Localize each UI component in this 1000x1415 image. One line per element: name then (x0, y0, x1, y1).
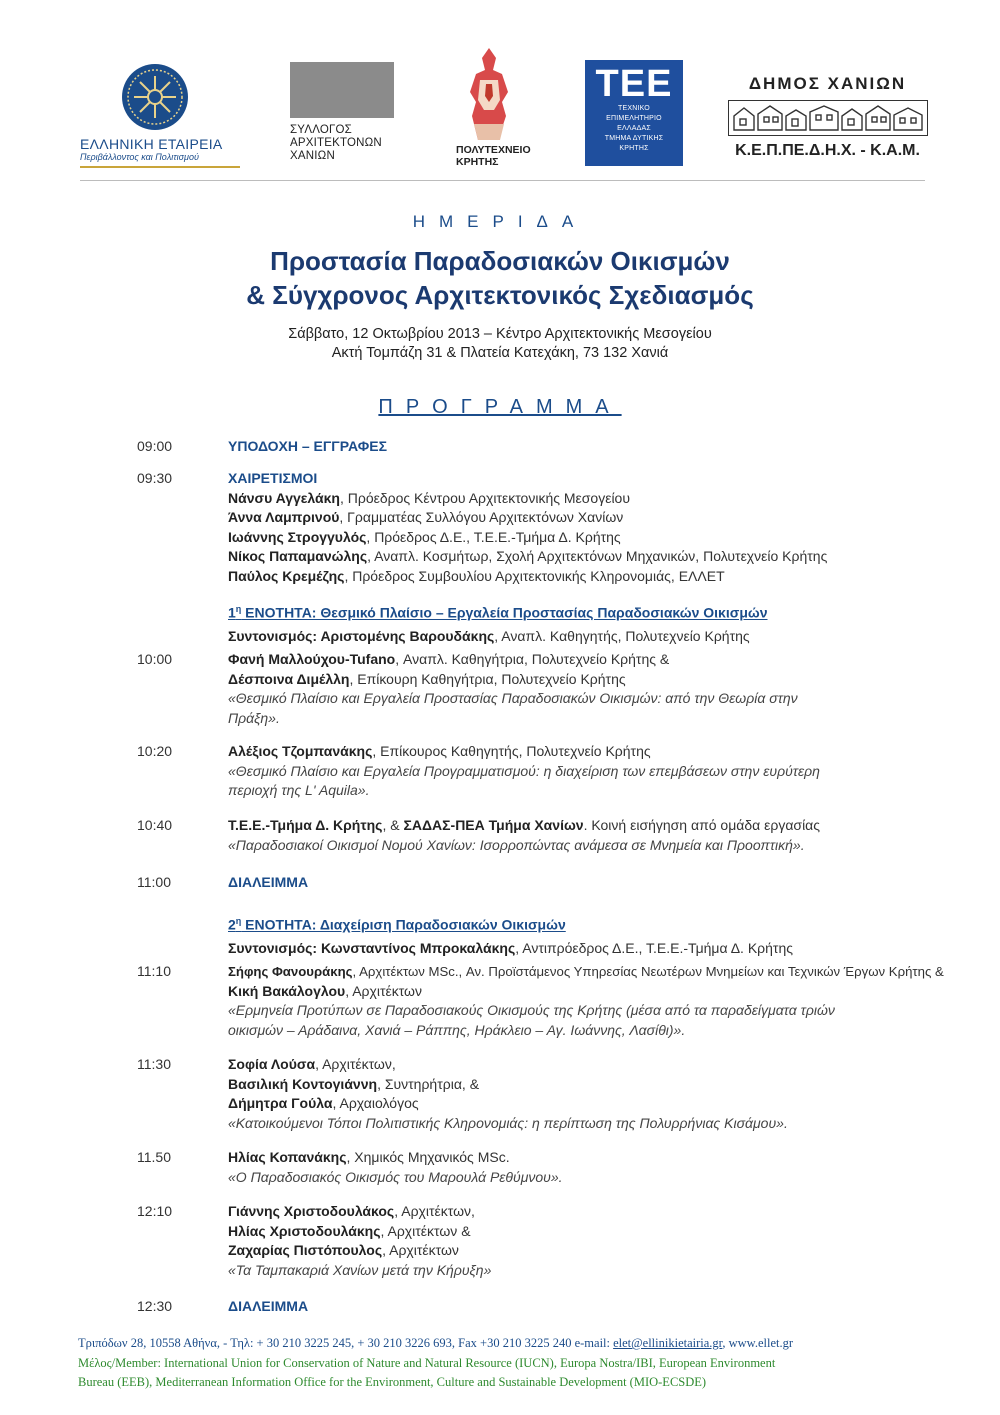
speaker-line: Νίκος Παπαμανώλης, Αναπλ. Κοσμήτωρ, Σχολή Αρχιτεκτόνων Μηχανικών, Πολυτεχνείο Κρήτης (228, 548, 828, 564)
entry-heading: ΔΙΑΛΕΙΜΜΑ (228, 874, 309, 890)
speaker-line: Κική Βακάλογλου, Αρχιτέκτων (228, 982, 422, 999)
entry-heading: ΔΙΑΛΕΙΜΜΑ (228, 1298, 309, 1314)
talk-title: «Τα Ταμπακαριά Χανίων μετά την Κήρυξη» (228, 1261, 492, 1278)
speaker-line: Άννα Λαμπρινού, Γραμματέας Συλλόγου Αρχιτεκτόνων Χανίων (228, 509, 624, 525)
talk-title: «Θεσμικό Πλαίσιο και Εργαλεία Προστασίας Παραδοσιακών Οικισμών: από την Θεωρία στην (228, 690, 798, 706)
entry-heading: ΥΠΟΔΟΧΗ – ΕΓΓΡΑΦΕΣ (228, 438, 387, 454)
footer-website: , www.ellet.gr (722, 1336, 794, 1350)
footer-membership-cont: Bureau (EEB), Mediterranean Information Office for the Environment, Culture and Sustainable Development (MIO-ECSDE) (78, 1375, 707, 1389)
minotaur-emblem-icon (456, 44, 522, 144)
entry-time: 10:20 (137, 743, 173, 759)
footer-email-link[interactable]: elet@ellinikietairia.gr (613, 1336, 723, 1350)
date-venue-line: Σάββατο, 12 Οκτωβρίου 2013 – Κέντρο Αρχιτεκτονικής Μεσογείου (288, 326, 712, 342)
architects-logo (290, 62, 400, 163)
event-type: ΗΜΕΡΙΔΑ (412, 212, 588, 231)
talk-title: «Κατοικούμενοι Τόποι Πολιτιστικής Κληρονομιάς: η περίπτωση της Πολυρρήνιας Κισάμου». (228, 1114, 788, 1131)
speaker-line: Σοφία Λούσα, Αρχιτέκτων, (228, 1056, 396, 1072)
dimos-logo-title: ΔΗΜΟΣ ΧΑΝΙΩΝ (748, 74, 907, 93)
entry-time: 12:10 (137, 1203, 173, 1219)
speaker-line: Παύλος Κρεμέζης, Πρόεδρος Συμβουλίου Αρχιτεκτονικής Κληρονομιάς, ΕΛΛΕΤ (228, 567, 725, 584)
section-coordinator: Συντονισμός: Κωνσταντίνος Μπροκαλάκης, Αντιπρόεδρος Δ.Ε., Τ.Ε.Ε.-Τμήμα Δ. Κρήτης (228, 940, 793, 957)
speaker-line: Ιωάννης Στρογγυλός, Πρόεδρος Δ.Ε., Τ.Ε.Ε.-Τμήμα Δ. Κρήτης (228, 528, 621, 545)
title-line-2: & Σύγχρονος Αρχιτεκτονικός Σχεδιασμός (246, 280, 754, 310)
tee-logo-text: ΤΕΧΝΙΚΟ ΕΠΙΜΕΛΗΤΗΡΙΟ ΕΛΛΑΔΑΣ ΤΜΗΜΑ ΔΥΤΙΚΗΣ ΚΡΗΤΗΣ (604, 105, 664, 152)
entry-time: 12:30 (137, 1298, 173, 1314)
footer-contact: Τριπόδων 28, 10558 Αθήνα, - Τηλ: + 30 210 3225 245, + 30 210 3226 693, Fax +30 210 3225 240 e-mail: elet@ellinikietairia.gr, www.ellet.gr (78, 1336, 794, 1350)
ellet-emblem-icon (120, 62, 190, 132)
ellet-name: ΕΛΛΗΝΙΚΗ ΕΤΑΙΡΕΙΑ (80, 136, 223, 152)
architects-logo-block (290, 62, 394, 118)
talk-title-cont: περιοχή της L' Aquila». (228, 782, 370, 798)
talk-title: «Θεσμικό Πλαίσιο και Εργαλεία Προγραμματισμού: η διαχείριση των επεμβάσεων στην ευρύτερη (228, 762, 820, 779)
speaker-line: Αλέξιος Τζομπανάκης, Επίκουρος Καθηγητής, Πολυτεχνείο Κρήτης (228, 743, 651, 759)
speaker-line: Δέσποινα Διμέλλη, Επίκουρη Καθηγήτρια, Πολυτεχνείο Κρήτης (228, 670, 626, 687)
polytechnic-logo (452, 44, 552, 168)
talk-title: «Ο Παραδοσιακός Οικισμός του Μαρουλά Ρεθύμνου». (228, 1168, 563, 1185)
houses-icon (728, 100, 928, 136)
speaker-line: Τ.Ε.Ε.-Τμήμα Δ. Κρήτης, & ΣΑΔΑΣ-ΠΕΑ Τμήμα Χανίων. Κοινή εισήγηση από ομάδα εργασίας (228, 817, 821, 833)
speaker-line: Σήφης Φανουράκης, Αρχιτέκτων MSc., Αν. Προϊστάμενος Υπηρεσίας Νεωτέρων Μνημείων και Τεχνικών Έργων Κρήτης & (228, 964, 944, 979)
section-title: $2^\eta$ ΕΝΟΤΗΤΑ: Διαχείριση Παραδοσιακών Οικισμών (228, 916, 566, 933)
program-heading: ΠΡΟΓΡΑΜΜΑ (378, 396, 622, 418)
entry-time: 10:00 (137, 651, 173, 667)
entry-time: 11:10 (137, 963, 171, 979)
speaker-line: Γιάννης Χριστοδουλάκος, Αρχιτέκτων, (228, 1203, 475, 1219)
polytechnic-logo-text: ΠΟΛΥΤΕΧΝΕΙΟ ΚΡΗΤΗΣ (456, 144, 531, 168)
dimos-logo (725, 74, 930, 160)
ellet-logo (80, 62, 240, 168)
speaker-line: Φανή Μαλλούχου-Tufano, Αναπλ. Καθηγήτρια, Πολυτεχνείο Κρήτης & (228, 651, 670, 667)
footer-membership: Μέλος/Member: International Union for Conservation of Nature and Natural Resource (IUCN), Europa Nostra/IBI, European Environment (78, 1356, 776, 1370)
speaker-line: Ηλίας Χριστοδουλάκης, Αρχιτέκτων & (228, 1222, 471, 1239)
section-title: $1^\eta$ ΕΝΟΤΗΤΑ: Θεσμικό Πλαίσιο – Εργαλεία Προστασίας Παραδοσιακών Οικισμών (228, 604, 768, 621)
tee-logo (585, 60, 683, 166)
talk-title: «Παραδοσιακοί Οικισμοί Νομού Χανίων: Ισορροπώντας ανάμεσα σε Μνημεία και Προοπτική». (228, 836, 805, 853)
speaker-line: Δήμητρα Γούλα, Αρχαιολόγος (228, 1095, 419, 1111)
header-divider (80, 180, 925, 181)
tee-logo-abbrev: TEE (595, 63, 673, 105)
entry-heading: ΧΑΙΡΕΤΙΣΜΟΙ (228, 470, 318, 486)
ellet-tagline: Περιβάλλοντος και Πολιτισμού (80, 152, 199, 162)
ellet-rule (80, 166, 240, 168)
address-line: Ακτή Τομπάζη 31 & Πλατεία Κατεχάκη, 73 132 Χανιά (331, 345, 669, 361)
entry-time: 09:30 (137, 470, 173, 486)
talk-title-cont: οικισμών – Αράδαινα, Χανιά – Ράππης, Ηράκλειο – Αγ. Ιωάννης, Λασίθι)». (228, 1021, 686, 1038)
entry-time: 11:00 (137, 874, 171, 890)
title-line-1: Προστασία Παραδοσιακών Οικισμών (270, 246, 730, 276)
dimos-logo-subtitle: Κ.Ε.Π.ΠΕ.Δ.Η.Χ. - Κ.Α.Μ. (735, 142, 920, 159)
entry-time: 10:40 (137, 817, 173, 833)
speaker-line: Βασιλική Κοντογιάννη, Συντηρήτρια, & (228, 1075, 480, 1092)
architects-logo-text: ΣΥΛΛΟΓΟΣ ΑΡΧΙΤΕΚΤΟΝΩΝ ΧΑΝΙΩΝ (290, 124, 382, 162)
talk-title: «Ερμηνεία Προτύπων σε Παραδοσιακούς Οικισμούς της Κρήτης (μέσα από τα παραδείγματα τριών (228, 1002, 835, 1018)
speaker-line: Ηλίας Κοπανάκης, Χημικός Μηχανικός MSc. (228, 1149, 510, 1165)
entry-time: 09:00 (137, 438, 173, 454)
talk-title-cont: Πράξη». (228, 709, 280, 726)
speaker-line: Ζαχαρίας Πιστόπουλος, Αρχιτέκτων (228, 1242, 459, 1258)
entry-time: 11.50 (137, 1149, 171, 1165)
speaker-line: Νάνσυ Αγγελάκη, Πρόεδρος Κέντρου Αρχιτεκτονικής Μεσογείου (228, 489, 631, 506)
entry-time: 11:30 (137, 1056, 171, 1072)
logo-bar (0, 0, 1000, 190)
section-coordinator: Συντονισμός: Αριστομένης Βαρουδάκης, Αναπλ. Καθηγητής, Πολυτεχνείο Κρήτης (228, 628, 750, 645)
